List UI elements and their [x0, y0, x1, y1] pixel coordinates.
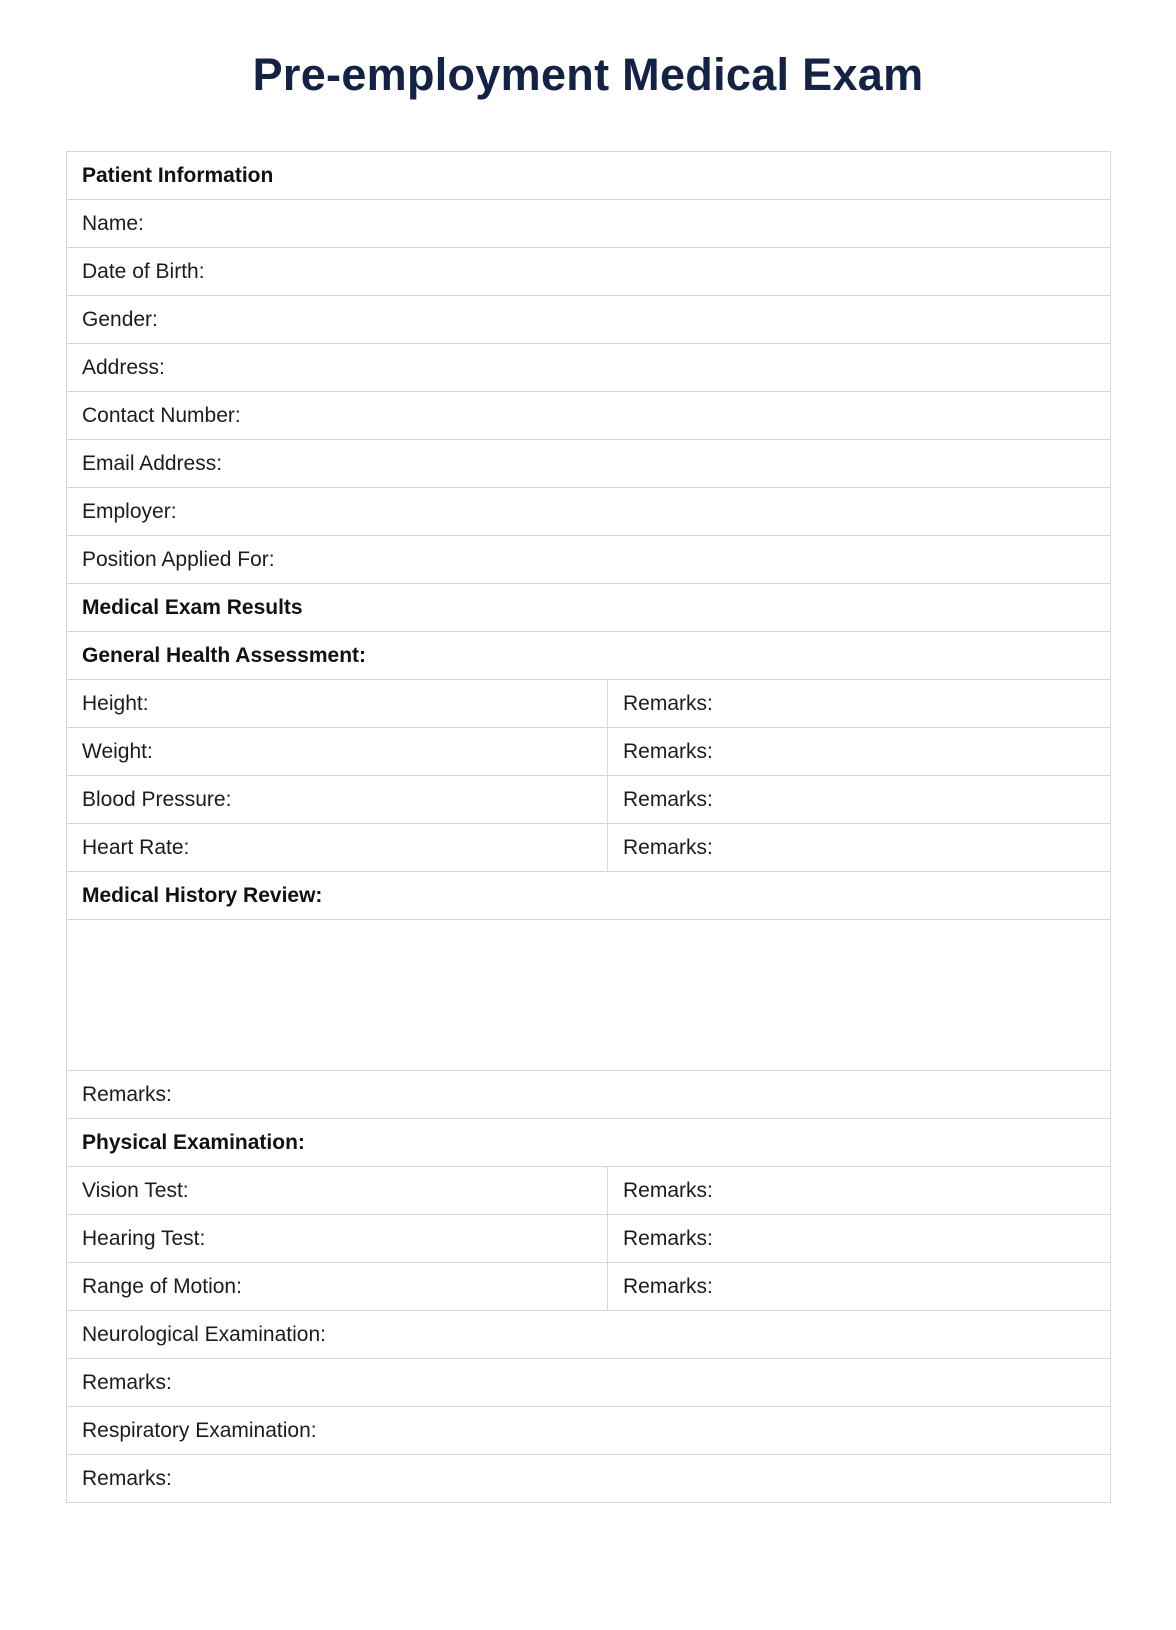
form-row	[67, 1311, 1111, 1359]
form-row	[67, 1263, 1111, 1311]
respiratory-remarks-field[interactable]: Remarks:	[67, 1455, 1111, 1503]
form-row	[67, 680, 1111, 728]
form-row	[67, 920, 1111, 1071]
form-row	[67, 248, 1111, 296]
physical-examination-heading: Physical Examination:	[67, 1119, 1111, 1167]
form-row	[67, 728, 1111, 776]
form-row	[67, 488, 1111, 536]
position-applied-field[interactable]: Position Applied For:	[67, 536, 1111, 584]
form-row	[67, 392, 1111, 440]
form-row	[67, 296, 1111, 344]
gender-field[interactable]: Gender:	[67, 296, 1111, 344]
address-field[interactable]: Address:	[67, 344, 1111, 392]
weight-remarks-field[interactable]: Remarks:	[608, 728, 1111, 776]
section-header-row	[67, 152, 1111, 200]
form-row	[67, 824, 1111, 872]
neurological-examination-field[interactable]: Neurological Examination:	[67, 1311, 1111, 1359]
blood-pressure-field[interactable]: Blood Pressure:	[67, 776, 608, 824]
name-field[interactable]: Name:	[67, 200, 1111, 248]
date-of-birth-field[interactable]: Date of Birth:	[67, 248, 1111, 296]
form-row	[67, 1167, 1111, 1215]
general-health-heading: General Health Assessment:	[67, 632, 1111, 680]
range-of-motion-remarks-field[interactable]: Remarks:	[608, 1263, 1111, 1311]
section-header-row	[67, 584, 1111, 632]
section-header-row	[67, 632, 1111, 680]
form-row	[67, 536, 1111, 584]
page-title: Pre-employment Medical Exam	[252, 49, 924, 100]
form-row	[67, 1455, 1111, 1503]
patient-information-heading: Patient Information	[67, 152, 1111, 200]
form-row	[67, 1215, 1111, 1263]
neurological-remarks-field[interactable]: Remarks:	[67, 1359, 1111, 1407]
vision-remarks-field[interactable]: Remarks:	[608, 1167, 1111, 1215]
medical-history-remarks-field[interactable]: Remarks:	[67, 1071, 1111, 1119]
vision-test-field[interactable]: Vision Test:	[67, 1167, 608, 1215]
respiratory-examination-field[interactable]: Respiratory Examination:	[67, 1407, 1111, 1455]
employer-field[interactable]: Employer:	[67, 488, 1111, 536]
form-row	[67, 440, 1111, 488]
form-row	[67, 776, 1111, 824]
blood-pressure-remarks-field[interactable]: Remarks:	[608, 776, 1111, 824]
section-header-row	[67, 1119, 1111, 1167]
contact-number-field[interactable]: Contact Number:	[67, 392, 1111, 440]
medical-exam-form	[66, 151, 1111, 1503]
hearing-remarks-field[interactable]: Remarks:	[608, 1215, 1111, 1263]
height-remarks-field[interactable]: Remarks:	[608, 680, 1111, 728]
email-address-field[interactable]: Email Address:	[67, 440, 1111, 488]
form-row	[67, 1359, 1111, 1407]
medical-history-heading: Medical History Review:	[67, 872, 1111, 920]
weight-field[interactable]: Weight:	[67, 728, 608, 776]
medical-history-textarea[interactable]	[67, 920, 1111, 1071]
height-field[interactable]: Height:	[67, 680, 608, 728]
medical-exam-results-heading: Medical Exam Results	[67, 584, 1111, 632]
form-row	[67, 344, 1111, 392]
heart-rate-field[interactable]: Heart Rate:	[67, 824, 608, 872]
form-row	[67, 1407, 1111, 1455]
form-row	[67, 1071, 1111, 1119]
range-of-motion-field[interactable]: Range of Motion:	[67, 1263, 608, 1311]
form-row	[67, 200, 1111, 248]
heart-rate-remarks-field[interactable]: Remarks:	[608, 824, 1111, 872]
section-header-row	[67, 872, 1111, 920]
hearing-test-field[interactable]: Hearing Test:	[67, 1215, 608, 1263]
